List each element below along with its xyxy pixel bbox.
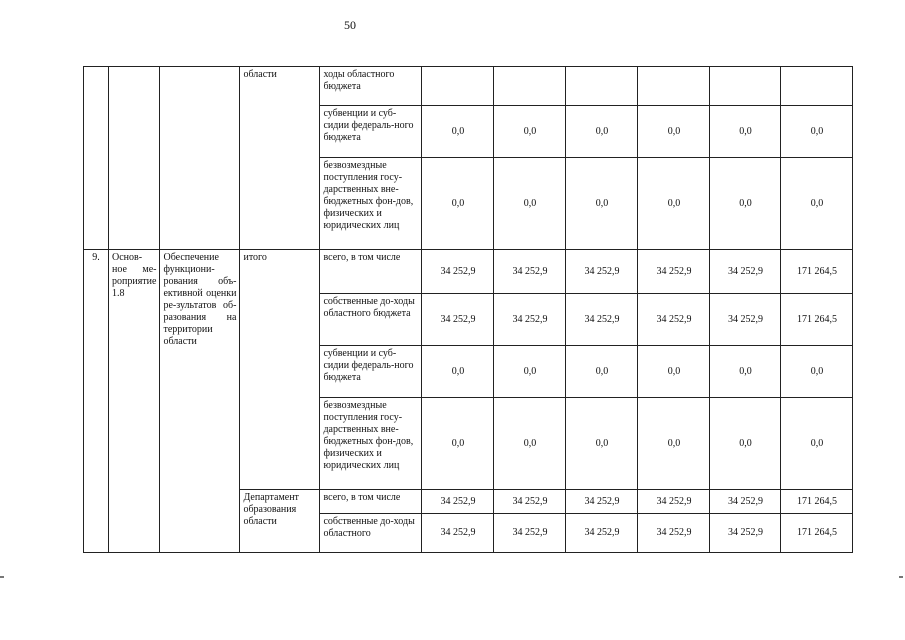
cell-value: 0,0: [710, 106, 781, 158]
cell-responsible: Департамент образования области: [240, 490, 320, 553]
cell-value: 34 252,9: [494, 250, 566, 294]
cell-value: 34 252,9: [710, 294, 781, 346]
cell-value: 0,0: [781, 158, 853, 250]
cell-value: 0,0: [638, 346, 710, 398]
cell-value: [422, 67, 494, 106]
cell-value: 34 252,9: [638, 514, 710, 553]
cell-value: 34 252,9: [422, 250, 494, 294]
cell-value: 34 252,9: [566, 490, 638, 514]
cell-value: 34 252,9: [566, 294, 638, 346]
table-row: [84, 67, 853, 106]
cell-value: 0,0: [566, 158, 638, 250]
cell-funding-source: собственные до-ходы областного бюджета: [320, 294, 422, 346]
cell-value: 171 264,5: [781, 490, 853, 514]
cell-funding-source: собственные до-ходы областного: [320, 514, 422, 553]
cell-value: 0,0: [710, 398, 781, 490]
cell-value: 34 252,9: [566, 250, 638, 294]
cell-funding-source: всего, в том числе: [320, 250, 422, 294]
cell-value: 171 264,5: [781, 250, 853, 294]
cell-funding-source: безвозмездные поступления госу-дарственных вне-бюджетных фон-дов, физических и юридических лиц: [320, 398, 422, 490]
cell-value: 0,0: [781, 346, 853, 398]
cell-value: 34 252,9: [638, 250, 710, 294]
cell-value: 171 264,5: [781, 514, 853, 553]
cell-funding-source: субвенции и суб-сидии федераль-ного бюджета: [320, 106, 422, 158]
cell-responsible: итого: [240, 250, 320, 490]
cell-value: 34 252,9: [710, 250, 781, 294]
cell-measure-name: [160, 67, 240, 250]
cell-value: 34 252,9: [422, 514, 494, 553]
scan-edge-mark: [899, 576, 903, 578]
cell-value: [494, 67, 566, 106]
cell-value: 0,0: [494, 158, 566, 250]
cell-value: 34 252,9: [494, 514, 566, 553]
cell-value: 34 252,9: [566, 514, 638, 553]
budget-table: [83, 66, 853, 553]
cell-value: 0,0: [422, 106, 494, 158]
cell-value: 0,0: [494, 346, 566, 398]
cell-value: 34 252,9: [494, 294, 566, 346]
cell-measure-name: Обеспечение функциони-рования объ-ективной оценки ре-зультатов об-разования на территории области: [160, 250, 240, 553]
cell-value: 34 252,9: [710, 514, 781, 553]
cell-value: 0,0: [638, 106, 710, 158]
cell-value: 34 252,9: [710, 490, 781, 514]
cell-value: 34 252,9: [422, 294, 494, 346]
cell-value: 0,0: [494, 398, 566, 490]
cell-value: 0,0: [781, 398, 853, 490]
cell-number: [84, 67, 109, 250]
cell-value: 0,0: [710, 346, 781, 398]
scan-edge-mark: [0, 576, 4, 578]
cell-value: 0,0: [422, 346, 494, 398]
cell-responsible: области: [240, 67, 320, 250]
cell-value: 0,0: [566, 398, 638, 490]
page-number: 50: [344, 18, 356, 32]
cell-funding-source: безвозмездные поступления госу-дарственных вне-бюджетных фон-дов, физических и юридических лиц: [320, 158, 422, 250]
cell-value: [566, 67, 638, 106]
cell-value: 34 252,9: [638, 294, 710, 346]
cell-value: 34 252,9: [494, 490, 566, 514]
cell-value: 0,0: [781, 106, 853, 158]
cell-value: 34 252,9: [638, 490, 710, 514]
cell-value: 0,0: [566, 106, 638, 158]
cell-funding-source: субвенции и суб-сидии федераль-ного бюджета: [320, 346, 422, 398]
cell-status: Основ-ное ме-роприятие 1.8: [109, 250, 160, 553]
cell-value: 171 264,5: [781, 294, 853, 346]
cell-value: 34 252,9: [422, 490, 494, 514]
cell-value: 0,0: [422, 398, 494, 490]
cell-funding-source: всего, в том числе: [320, 490, 422, 514]
cell-value: 0,0: [710, 158, 781, 250]
cell-value: 0,0: [566, 346, 638, 398]
cell-value: 0,0: [494, 106, 566, 158]
cell-funding-source: ходы областного бюджета: [320, 67, 422, 106]
cell-value: [781, 67, 853, 106]
cell-value: 0,0: [638, 158, 710, 250]
cell-value: [710, 67, 781, 106]
cell-status: [109, 67, 160, 250]
cell-value: 0,0: [638, 398, 710, 490]
cell-value: 0,0: [422, 158, 494, 250]
cell-value: [638, 67, 710, 106]
table-row: [84, 250, 853, 294]
cell-number: 9.: [84, 250, 109, 553]
